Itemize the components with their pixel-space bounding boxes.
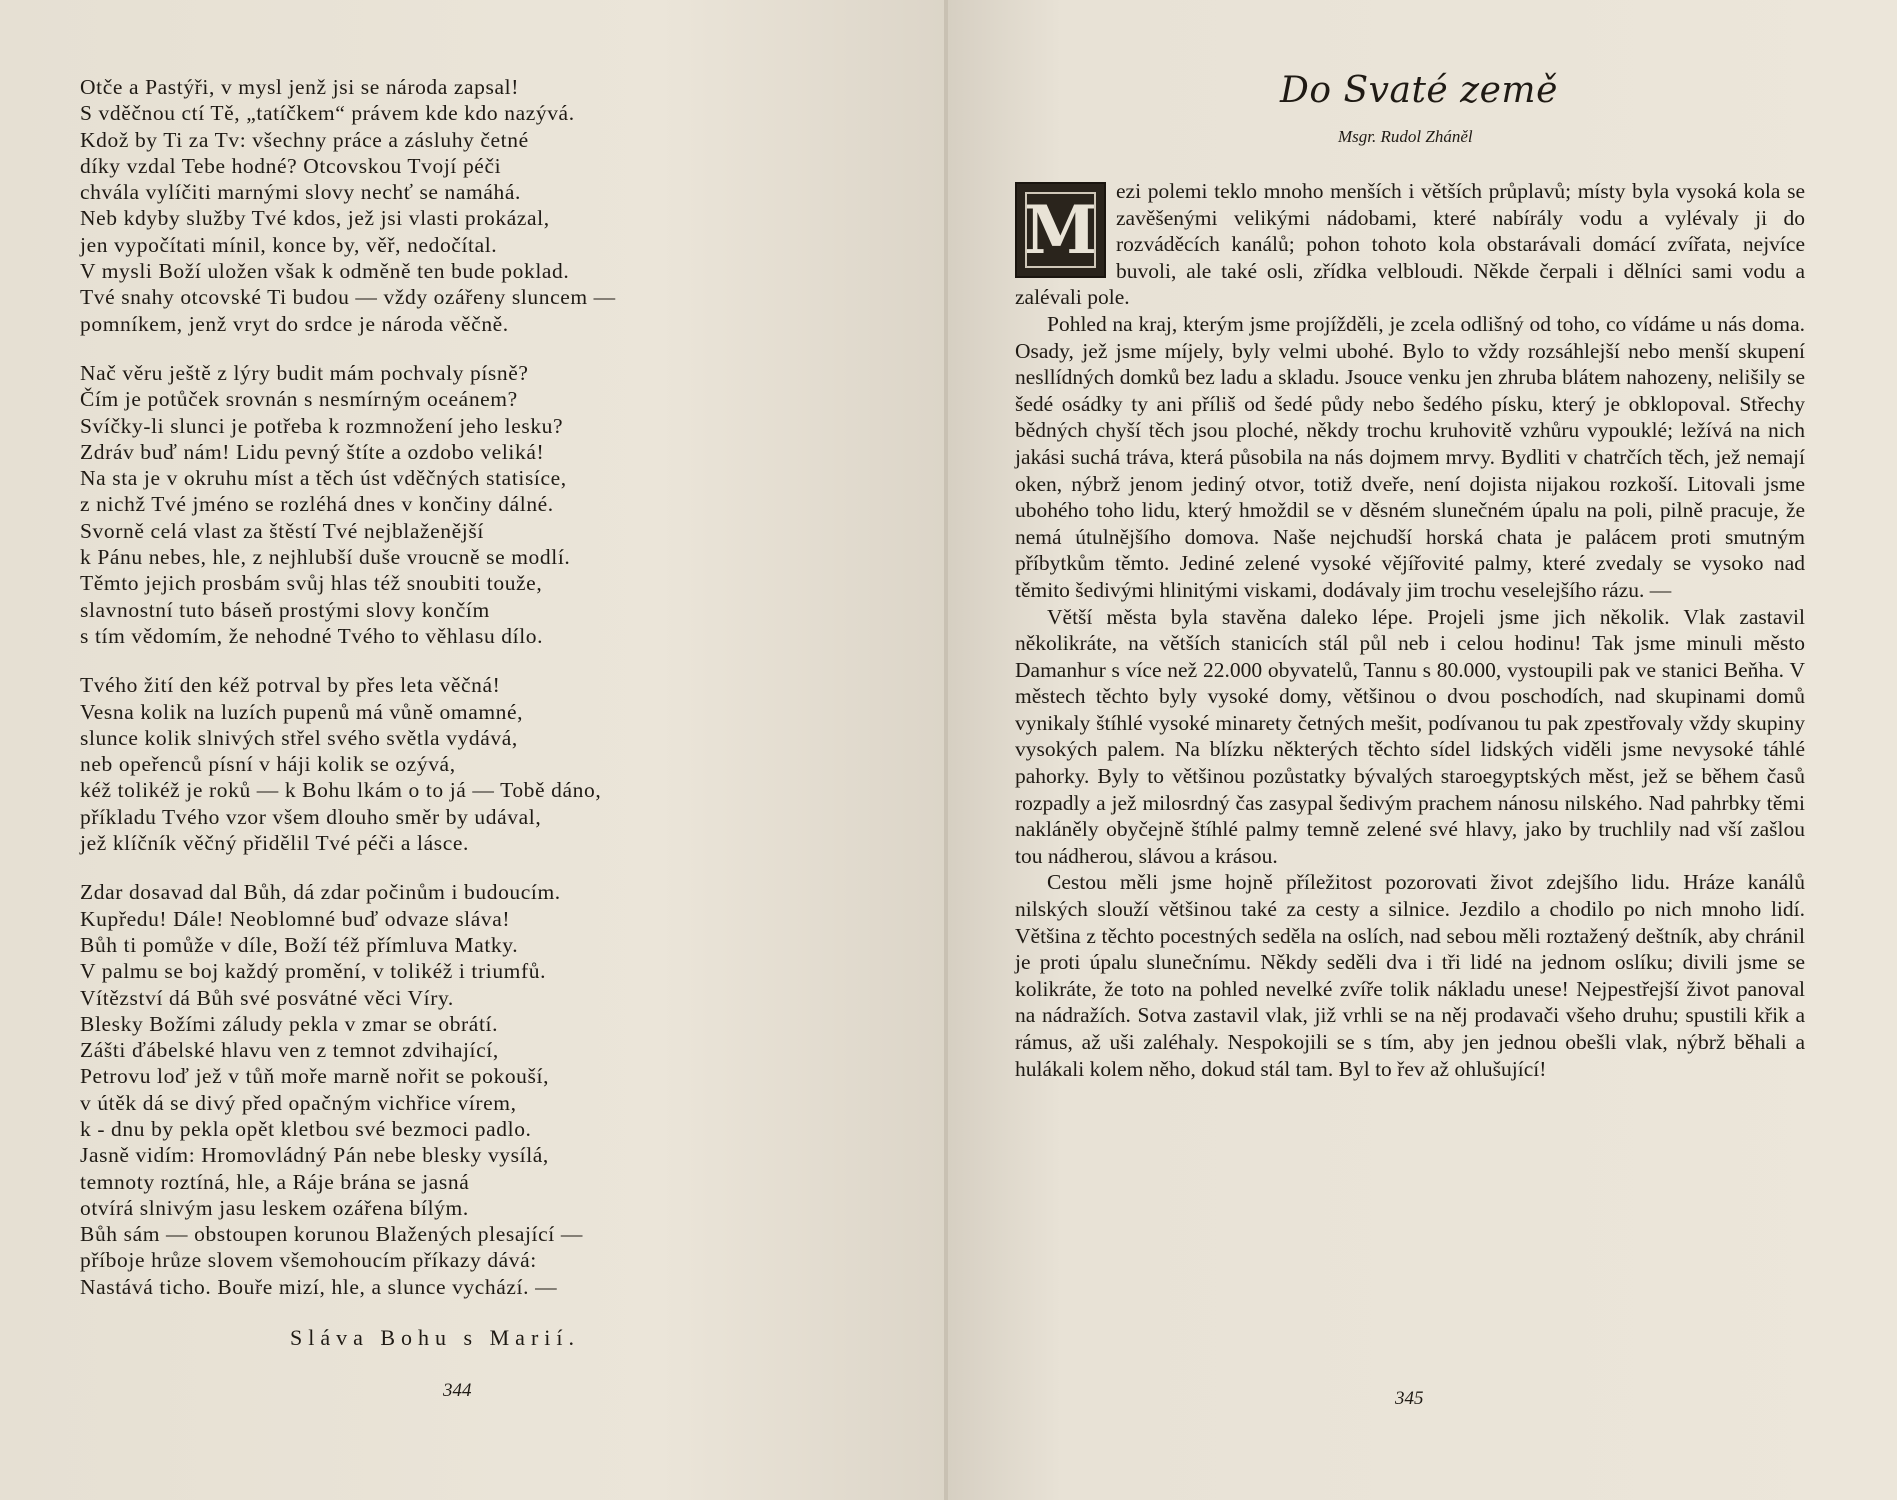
- ornamental-dropcap: [1015, 182, 1106, 278]
- poem-line: Petrovu loď jež v tůň moře marně nořit se pokouší,: [80, 1064, 550, 1089]
- article-title: Do Svaté země: [1280, 70, 1558, 111]
- poem-line: Svíčky-li slunci je potřeba k rozmnožení jeho lesku?: [80, 413, 564, 438]
- poem-line: Otče a Pastýři, v mysl jenž jsi se národa zapsal!: [80, 75, 519, 99]
- poem-line: díky vzdal Tebe hodné? Otcovskou Tvojí péči: [80, 153, 502, 178]
- poem-line: Neb kdyby služby Tvé kdos, jež jsi vlasti prokázal,: [80, 206, 550, 231]
- article-paragraph: ezi polemi teklo mnoho menších i větších průplavů; místy byla vysoká kola se zavěšenými velikými nádobami, které nabírály vodu a vylévaly ji do rozváděcích kanálů; pohon tohoto kola obstarávali domácí zvířata, nejvíce buvoli, ale také osli, zřídka velbloudi. Někde čerpali i dělníci sami vodu a zalévali pole.: [1015, 179, 1805, 310]
- poem-line: Kupředu! Dále! Neoblomné buď odvaze sláva!: [80, 906, 511, 931]
- poem-line: Zdar dosavad dal Bůh, dá zdar počinům i budoucím.: [80, 880, 561, 905]
- poem-line: jen vypočítati mínil, konce by, věř, nedočítal.: [80, 232, 498, 257]
- poem-line: slunce kolik slnivých střel svého světla vydává,: [80, 725, 518, 750]
- page-number-right: 345: [1395, 1388, 1424, 1409]
- poem-line: Bůh ti pomůže v díle, Boží též přímluva Matky.: [80, 932, 519, 957]
- poem-line: Nač věru ještě z lýry budit mám pochvaly písně?: [80, 360, 529, 385]
- poem-line: S vděčnou ctí Tě, „tatíčkem“ právem kde kdo nazývá.: [80, 101, 575, 126]
- article-paragraph: Cestou měli jsme hojně příležitost pozorovati život zdejšího lidu. Hráze kanálů nilských slouží většinou také za cesty a silnice. Jezdilo a chodilo po nich mnoho lidí. Většina z těchto pocestných seděla na oslích, nad sebou měli roztažený deštník, aby chránil je proti úpalu slunečnímu. Někdy seděli dva i tři lidé na jednom oslíku; divili jsme se kolikráte, že toto na pohled nevelké zvíře tolik nákladu unese! Nejpestřejší život panoval na nádražích. Sotva zastavil vlak, již vrhli se na něj prodavači všeho druhu; spustili křik a rámus, až uši zaléhaly. Nespokojili se s tím, aby jen jednou obešli vlak, nýbrž běhali a hulákali kolem něho, dokud stál tam. Byl to řev až ohlušující!: [1015, 870, 1805, 1081]
- poem-line: Vesna kolik na luzích pupenů má vůně omamné,: [80, 699, 524, 724]
- poem: [80, 74, 820, 1323]
- poem-line: z nichž Tvé jméno se rozléhá dnes v končiny dálné.: [80, 492, 554, 517]
- poem-stanza: [80, 879, 820, 1300]
- article-paragraph: Větší města byla stavěna daleko lépe. Projeli jsme jich několik. Vlak zastavil několikráte, na větších stanicích stál půl neb i celou hodinu! Tak jsme minuli město Damanhur s více než 22.000 obyvatelů, Tannu s 80.000, vystoupili pak ve stanici Beňha. V městech těchto byly vysoké domy, většinou o dvou poschodích, nad skupinami domů vynikaly štíhlé vysoké minarety četných mešit, podívanou tu pak zpestřovaly vždy skupiny vysokých palem. Na blízku některých těchto sídel lidských viděli jsme nevysoké táhlé pahorky. Byly to většinou pozůstatky bývalých staroegyptských měst, jež se během časů rozpadly a jež milosrdný čas zasypal šedivým prachem nánosu nilského. Nad pahrbky těmi nakláněly obyčejně štíhlé palmy temně zelené své hlavy, jako by truchlily nad vší zašlou tou nádherou, slávou a krásou.: [1015, 604, 1805, 868]
- poem-line: Zášti ďábelské hlavu ven z temnot zdvihající,: [80, 1038, 499, 1063]
- poem-closing-line: Sláva Bohu s Marií.: [290, 1325, 580, 1350]
- poem-line: chvála vylíčiti marnými slovy nechť se namáhá.: [80, 180, 521, 205]
- poem-line: Svorně celá vlast za štěstí Tvé nejblaženější: [80, 518, 484, 543]
- poem-line: příboje hrůze slovem všemohoucím příkazy dává:: [80, 1248, 537, 1273]
- poem-line: V palmu se boj každý promění, v tolikéž i triumfů.: [80, 959, 547, 984]
- poem-stanza: [80, 74, 820, 337]
- poem-line: Čím je potůček srovnán s nesmírným oceánem?: [80, 387, 518, 412]
- poem-line: k - dnu by pekla opět kletbou své bezmoci padlo.: [80, 1116, 532, 1141]
- poem-line: Kdož by Ti za Tv: všechny práce a zásluhy četné: [80, 127, 529, 152]
- article-body: [1015, 178, 1805, 1082]
- article-paragraph: Pohled na kraj, kterým jsme projížděli, je zcela odlišný od toho, co vídáme u nás doma. Osady, jež jsme míjely, byly velmi ubohé. Bylo to vždy rozsáhlejší nebo menší skupení nesllídných domků bez ladu a skladu. Jsouce venku jen zhruba blátem nahozeny, nelišily se šedé osádky ty ani příliš od šedé půdy nebo šedého písku, který je obklopoval. Střechy bědných chyší těch jsou ploché, někdy trochu kruhovitě vzhůru vypouklé; ležívá na nich jakási suchá tráva, která působila na nás dojmem mrvy. Bydliti v chatrčích těch, jež nemají oken, nýbrž jenom jediný otvor, totiž dveře, není dojista nijakou rozkoší. Litovali jsme ubohého toho lidu, který hmoždil se v děsném slunečném úpalu na poli, pilně pracuje, že nemá útulnějšího domova. Naše nejchudší horská chata je palácem proti smutným příbytkům těmto. Jediné zelené vysoké vějířovité palmy, které zvedaly se vysoko nad těmito šedivými hlinitými viskami, dodávaly jim trochu veselejšího rázu. —: [1015, 311, 1805, 602]
- poem-line: otvírá slnivým jasu leskem ozářena bílým.: [80, 1195, 469, 1220]
- poem-line: k Pánu nebes, hle, z nejhlubší duše vroucně se modlí.: [80, 545, 571, 570]
- poem-line: Vítězství dá Bůh své posvátné věci Víry.: [80, 985, 454, 1010]
- poem-line: jež klíčník věčný přidělil Tvé péči a lásce.: [80, 831, 469, 856]
- poem-line: kéž tolikéž je roků — k Bohu lkám o to já — Tobě dáno,: [80, 778, 602, 803]
- page-number-left: 344: [443, 1380, 472, 1401]
- poem-stanza: [80, 360, 820, 649]
- poem-line: s tím vědomím, že nehodné Tvého to věhlasu dílo.: [80, 623, 544, 648]
- poem-line: Jasně vidím: Hromovládný Pán nebe blesky vysílá,: [80, 1143, 549, 1168]
- article-author: Msgr. Rudol Zháněl: [1338, 127, 1473, 146]
- poem-line: Tvé snahy otcovské Ti budou — vždy ozářeny sluncem —: [80, 285, 616, 310]
- poem-line: Bůh sám — obstoupen korunou Blažených plesající —: [80, 1222, 583, 1247]
- poem-line: Blesky Božími záludy pekla v zmar se obrátí.: [80, 1011, 499, 1036]
- poem-line: V mysli Boží uložen však k odměně ten bude poklad.: [80, 259, 570, 284]
- poem-line: temnoty roztíná, hle, a Ráje brána se jasná: [80, 1169, 470, 1194]
- left-page: [0, 0, 946, 1500]
- poem-line: Zdráv buď nám! Lidu pevný štíte a ozdobo veliká!: [80, 439, 545, 464]
- dropcap-letter: M: [1023, 190, 1098, 269]
- poem-line: Nastává ticho. Bouře mizí, hle, a slunce vychází. —: [80, 1274, 558, 1299]
- poem-line: neb opeřenců písní v háji kolik se ozývá,: [80, 752, 456, 777]
- poem-line: příkladu Tvého vzor všem dlouho směr by udával,: [80, 804, 542, 829]
- poem-line: v útěk dá se divý před opačným vichřice vírem,: [80, 1090, 517, 1115]
- poem-line: Tvého žití den kéž potrval by přes leta věčná!: [80, 673, 501, 698]
- poem-line: Těmto jejich prosbám svůj hlas též snoubiti touže,: [80, 571, 543, 596]
- poem-line: slavnostní tuto báseň prostými slovy končím: [80, 597, 490, 622]
- poem-line: Na sta je v okruhu míst a těch úst vděčných statisíce,: [80, 466, 567, 491]
- poem-stanza: [80, 672, 820, 856]
- poem-line: pomníkem, jenž vryt do srdce je národa věčně.: [80, 311, 509, 336]
